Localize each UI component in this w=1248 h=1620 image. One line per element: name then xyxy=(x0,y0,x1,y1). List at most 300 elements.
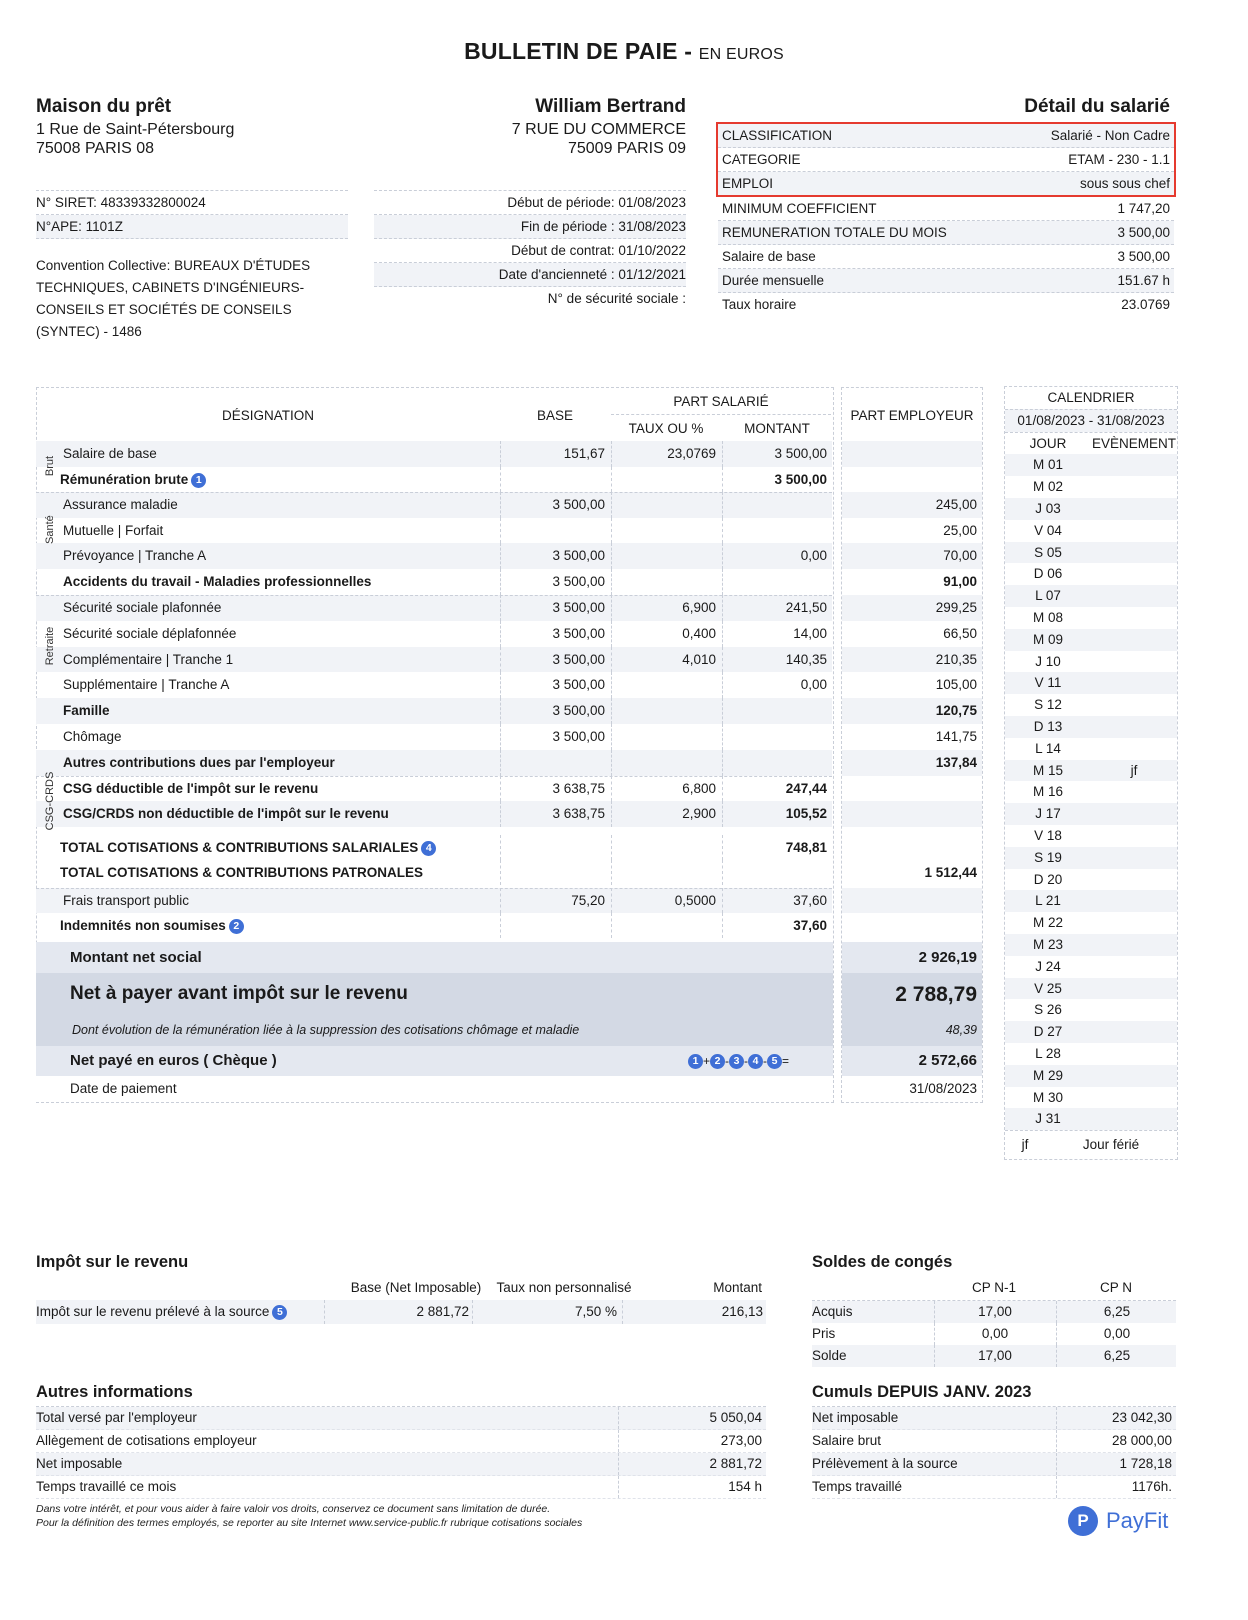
row-base: 3 638,75 xyxy=(552,780,605,796)
header-divider xyxy=(611,414,831,415)
employer-convention: Convention Collective: BUREAUX D'ÉTUDES TECHNIQUES, CABINETS D'INGÉNIEURS-CONSEILS ET SOCIÉTÉS DE CONSEILS (SYNTEC) - 1486 xyxy=(36,258,311,339)
legend-label: Jour férié xyxy=(1082,1137,1140,1153)
cumuls-label: Salaire brut xyxy=(812,1433,882,1448)
detail-value: 3 500,00 xyxy=(1117,225,1170,240)
debut-contrat: Début de contrat: 01/10/2022 xyxy=(374,239,686,263)
row-employeur: 70,00 xyxy=(943,548,977,564)
detail-value: Salarié - Non Cadre xyxy=(1050,128,1170,143)
cell-employeur xyxy=(842,595,982,621)
calendar xyxy=(1004,386,1178,1160)
page-title xyxy=(0,38,1248,65)
cell-employeur xyxy=(842,621,982,647)
cell-base xyxy=(500,621,610,647)
row-taux: 6,800 xyxy=(682,780,716,796)
cell-taux xyxy=(611,801,721,827)
net-paye-value: 2 572,66 xyxy=(918,1052,977,1069)
cell-designation xyxy=(36,750,500,776)
row-montant: 3 500,00 xyxy=(774,471,827,487)
conges-cp-n: 0,00 xyxy=(1056,1323,1177,1345)
cell-montant xyxy=(722,913,832,938)
calendar-day-event xyxy=(1091,542,1177,564)
calendar-day xyxy=(1005,672,1177,694)
autres-label: Temps travaillé ce mois xyxy=(36,1479,177,1494)
calendar-day-label: L 07 xyxy=(1035,588,1061,604)
row-montant: 3 500,00 xyxy=(774,446,827,461)
cell-base xyxy=(500,776,610,802)
cell-employeur xyxy=(842,543,982,569)
row-base: 3 500,00 xyxy=(552,651,605,667)
group-label-sante: Santé xyxy=(44,515,56,544)
date-anciennete: Date d'ancienneté : 01/12/2021 xyxy=(374,263,686,287)
cell-base xyxy=(500,750,610,776)
table-row xyxy=(36,801,984,827)
cell-montant xyxy=(722,621,832,647)
calendar-day xyxy=(1005,760,1177,782)
calendar-day-label: S 12 xyxy=(1034,697,1062,713)
badge-1: 1 xyxy=(688,1054,703,1069)
badge-1: 1 xyxy=(191,473,206,488)
detail-label: Salaire de base xyxy=(722,249,816,264)
employer-siret: N° SIRET: 48339332800024 xyxy=(36,190,348,215)
table-row xyxy=(36,441,984,467)
cell-taux xyxy=(611,543,721,569)
cell-base xyxy=(500,913,610,938)
cell-designation xyxy=(36,621,500,647)
row-label: Complémentaire | Tranche 1 xyxy=(63,651,234,667)
calendar-day-event xyxy=(1091,629,1177,651)
cell-montant xyxy=(722,698,832,724)
group-label-retraite: Retraite xyxy=(44,626,56,666)
cell-montant xyxy=(722,492,832,518)
row-label: Indemnités non soumises xyxy=(60,918,226,934)
autres-value: 273,00 xyxy=(618,1430,762,1452)
op-minus: - xyxy=(725,1054,730,1068)
autres-value: 5 050,04 xyxy=(618,1407,762,1429)
impot-col-montant: Montant xyxy=(713,1280,762,1295)
employee-address1: 7 RUE DU COMMERCE xyxy=(511,121,686,138)
cell-taux xyxy=(611,750,721,776)
cell-taux xyxy=(611,724,721,750)
calendar-day-event xyxy=(1091,1043,1177,1065)
conges-cp-n: 6,25 xyxy=(1056,1345,1177,1367)
cell-montant xyxy=(722,750,832,776)
net-block xyxy=(36,942,984,973)
dont-label: Dont évolution de la rémunération liée à la suppression des cotisations chômage et maladie xyxy=(72,1023,580,1037)
calendar-day xyxy=(1005,825,1177,847)
calendar-day-event xyxy=(1091,1065,1177,1087)
calendar-day-label: S 26 xyxy=(1034,1002,1062,1018)
calendar-day xyxy=(1005,454,1177,476)
cell-employeur xyxy=(842,569,982,595)
cell-designation xyxy=(36,835,500,860)
secu-number: N° de sécurité sociale : xyxy=(547,291,686,306)
row-label: Prévoyance | Tranche A xyxy=(63,548,207,564)
calendar-day-label: M 01 xyxy=(1032,457,1063,473)
calendar-col-jour: JOUR xyxy=(1029,435,1067,451)
cell-base xyxy=(500,647,610,673)
classification-box xyxy=(716,122,1176,197)
row-montant: 241,50 xyxy=(785,600,827,615)
calendar-day xyxy=(1005,1108,1177,1130)
detail-value: sous sous chef xyxy=(1079,176,1170,191)
row-employeur: 120,75 xyxy=(935,703,977,719)
row-base: 151,67 xyxy=(563,446,605,461)
conges-header xyxy=(812,1276,1176,1301)
payfit-logo-text: PayFit xyxy=(1106,1508,1169,1533)
row-divider xyxy=(36,492,832,493)
calendar-col-evenement: EVÈNEMENT xyxy=(1091,435,1176,451)
cell-designation xyxy=(36,698,500,724)
calendar-day-event xyxy=(1091,890,1177,912)
cell-montant xyxy=(722,888,832,913)
net-avant-value: 2 788,79 xyxy=(895,983,977,1006)
row-montant: 0,00 xyxy=(800,677,827,693)
calendar-day-label: M 29 xyxy=(1032,1067,1063,1083)
calendar-day-event xyxy=(1091,563,1177,585)
conges-cp-n: 6,25 xyxy=(1056,1301,1177,1323)
cell-employeur xyxy=(842,801,982,827)
calendar-day-label: M 15 xyxy=(1032,762,1063,778)
cell-taux xyxy=(611,860,721,885)
calendar-day-label: L 21 xyxy=(1035,893,1061,909)
calendar-day xyxy=(1005,520,1177,542)
cell-employeur xyxy=(842,698,982,724)
calendar-day-label: J 31 xyxy=(1035,1111,1061,1127)
cell-base xyxy=(500,860,610,885)
employer-address1: 1 Rue de Saint-Pétersbourg xyxy=(36,121,235,138)
cell-employeur xyxy=(842,888,982,913)
cell-designation xyxy=(36,860,500,885)
row-label: Accidents du travail - Maladies professionnelles xyxy=(63,574,372,590)
calendar-day-label: M 22 xyxy=(1032,915,1063,931)
impot-col-taux: Taux non personnalisé xyxy=(496,1280,632,1295)
employee-address2: 75009 PARIS 09 xyxy=(567,140,686,157)
calendar-day-event xyxy=(1091,934,1177,956)
cell-employeur xyxy=(842,492,982,518)
cumuls-label: Temps travaillé xyxy=(812,1479,903,1494)
autres-row xyxy=(36,1476,766,1499)
conges-row xyxy=(812,1345,1176,1367)
cumuls-value: 23 042,30 xyxy=(1056,1407,1172,1429)
calendar-day-label: D 27 xyxy=(1033,1024,1063,1040)
calendar-day xyxy=(1005,1021,1177,1043)
cell-designation xyxy=(36,913,500,938)
calendar-day-label: L 14 xyxy=(1035,740,1061,756)
calendar-day xyxy=(1005,629,1177,651)
table-row xyxy=(36,647,984,673)
cell-designation xyxy=(36,595,500,621)
calendar-day-event xyxy=(1091,956,1177,978)
impot-base: 2 881,72 xyxy=(324,1300,469,1324)
legend-code: jf xyxy=(1021,1137,1029,1153)
calendar-day-label: V 11 xyxy=(1034,675,1062,691)
dont-value: 48,39 xyxy=(945,1023,977,1037)
badge-4: 4 xyxy=(748,1054,763,1069)
net-block xyxy=(36,1076,984,1102)
calendar-day-event xyxy=(1091,1087,1177,1109)
cell-base xyxy=(500,595,610,621)
cell-base xyxy=(500,467,610,492)
row-montant: 748,81 xyxy=(785,840,827,856)
row-base: 3 500,00 xyxy=(552,574,605,590)
calendar-day xyxy=(1005,847,1177,869)
cell-montant xyxy=(722,672,832,698)
header-part-employeur: PART EMPLOYEUR xyxy=(850,408,974,423)
row-label: Assurance maladie xyxy=(63,496,178,512)
calendar-day-label: M 30 xyxy=(1032,1089,1063,1105)
row-label: Autres contributions dues par l'employeur xyxy=(63,754,335,770)
calendar-day-event xyxy=(1091,651,1177,673)
cumuls-title: Cumuls DEPUIS JANV. 2023 xyxy=(812,1383,1032,1401)
calendar-day-label: D 20 xyxy=(1033,871,1063,887)
detail-label: CLASSIFICATION xyxy=(722,128,833,143)
calendar-legend xyxy=(1005,1130,1177,1159)
cell-base xyxy=(500,888,610,913)
cumuls-value: 28 000,00 xyxy=(1056,1430,1172,1452)
row-label: TOTAL COTISATIONS & CONTRIBUTIONS SALARIALES xyxy=(60,840,419,856)
badge-2: 2 xyxy=(229,919,244,934)
cell-taux xyxy=(611,698,721,724)
cell-designation xyxy=(36,515,500,544)
row-montant: 37,60 xyxy=(793,893,827,909)
calendar-day-event xyxy=(1091,454,1177,476)
payfit-logo-icon: P xyxy=(1068,1506,1098,1536)
row-employeur: 91,00 xyxy=(943,574,977,590)
row-employeur: 210,35 xyxy=(935,651,977,667)
title-main: BULLETIN DE PAIE - xyxy=(464,38,693,64)
calendar-day-label: J 24 xyxy=(1035,958,1061,974)
calendar-day-event xyxy=(1091,825,1177,847)
calendar-day-label: S 19 xyxy=(1034,849,1062,865)
cell-designation xyxy=(36,672,500,698)
cell-montant xyxy=(722,595,832,621)
cell-employeur xyxy=(842,647,982,673)
calendar-day-label: M 08 xyxy=(1032,609,1063,625)
row-montant: 247,44 xyxy=(785,780,827,796)
calendar-day-label: M 09 xyxy=(1032,631,1063,647)
row-employeur: 245,00 xyxy=(935,496,977,512)
cell-montant xyxy=(722,860,832,885)
cumuls-value: 1176h. xyxy=(1056,1476,1172,1498)
calendar-period-text: 01/08/2023 - 31/08/2023 xyxy=(1017,412,1165,428)
fin-periode: Fin de période : 31/08/2023 xyxy=(374,215,686,239)
cell-employeur xyxy=(842,724,982,750)
row-taux: 0,400 xyxy=(682,625,716,641)
calendar-day-label: V 25 xyxy=(1034,980,1062,996)
group-label-csg: CSG-CRDS xyxy=(44,771,56,831)
cell-base xyxy=(500,543,610,569)
cell-employeur xyxy=(842,672,982,698)
row-label: Salaire de base xyxy=(63,446,157,461)
employee-name: William Bertrand xyxy=(535,96,686,117)
detail-label: Durée mensuelle xyxy=(722,273,825,288)
table-row xyxy=(36,672,984,698)
row-montant: 0,00 xyxy=(800,548,827,564)
row-label: CSG déductible de l'impôt sur le revenu xyxy=(63,780,319,796)
calendar-day xyxy=(1005,607,1177,629)
cumuls-table xyxy=(812,1406,1176,1499)
cell-montant xyxy=(722,724,832,750)
autres-value: 2 881,72 xyxy=(618,1453,762,1475)
net-block xyxy=(36,973,984,1046)
badge-4: 4 xyxy=(421,841,436,856)
calendar-day xyxy=(1005,738,1177,760)
table-row xyxy=(36,515,984,544)
calendar-day-event xyxy=(1091,847,1177,869)
calendar-day-event xyxy=(1091,672,1177,694)
cell-taux xyxy=(611,595,721,621)
cell-base xyxy=(500,672,610,698)
conges-col2: CP N xyxy=(1099,1280,1132,1295)
op-minus: - xyxy=(763,1054,768,1068)
badge-5: 5 xyxy=(767,1054,782,1069)
calendar-day xyxy=(1005,999,1177,1021)
calendar-day xyxy=(1005,1087,1177,1109)
calendar-day-label: S 05 xyxy=(1034,544,1062,560)
cell-employeur xyxy=(842,750,982,776)
calendar-day-event xyxy=(1091,498,1177,520)
calendar-day xyxy=(1005,563,1177,585)
employer-block xyxy=(36,96,356,158)
op-plus: + xyxy=(703,1054,711,1068)
cell-base xyxy=(500,569,610,595)
calendar-period xyxy=(1005,409,1177,432)
title-sub: EN EUROS xyxy=(698,46,784,63)
calendar-day xyxy=(1005,716,1177,738)
row-base: 3 500,00 xyxy=(552,496,605,512)
cell-taux xyxy=(611,467,721,492)
row-label: TOTAL COTISATIONS & CONTRIBUTIONS PATRONALES xyxy=(60,865,423,881)
calendar-day-event xyxy=(1091,738,1177,760)
calendar-day-label: D 13 xyxy=(1033,718,1063,734)
detail-value: 151.67 h xyxy=(1117,273,1170,288)
row-taux: 0,5000 xyxy=(674,893,716,909)
cell-montant xyxy=(722,647,832,673)
calendar-day-event: jf xyxy=(1130,762,1138,778)
cell-designation xyxy=(36,647,500,673)
cell-designation xyxy=(36,776,500,802)
calendar-title-text: CALENDRIER xyxy=(1047,390,1135,405)
table-row xyxy=(36,776,984,802)
conges-label: Solde xyxy=(812,1348,847,1363)
table-row xyxy=(36,913,984,938)
calendar-day-label: M 02 xyxy=(1032,479,1063,495)
cell-employeur xyxy=(842,835,982,860)
cumuls-value: 1 728,18 xyxy=(1056,1453,1172,1475)
net-social-label: Montant net social xyxy=(70,949,202,966)
cell-montant xyxy=(722,518,832,544)
cell-montant xyxy=(722,467,832,492)
calendar-day-event xyxy=(1091,520,1177,542)
row-label: Frais transport public xyxy=(63,893,190,909)
detail-value: 23.0769 xyxy=(1121,297,1170,312)
row-label: Sécurité sociale déplafonnée xyxy=(63,625,237,641)
group-label-brut: Brut xyxy=(44,455,56,477)
header-part-salarie: PART SALARIÉ xyxy=(673,394,769,409)
date-paiement-value: 31/08/2023 xyxy=(909,1081,977,1096)
calendar-day-event xyxy=(1091,607,1177,629)
row-base: 3 500,00 xyxy=(552,625,605,641)
calendar-day-event xyxy=(1091,585,1177,607)
footer-line2: Pour la définition des termes employés, se reporter au site Internet www.service-public.fr rubrique cotisations sociales xyxy=(36,1517,583,1529)
row-label: Mutuelle | Forfait xyxy=(63,522,164,538)
impot-header xyxy=(36,1276,766,1301)
calendar-header xyxy=(1005,432,1177,455)
net-paye-label: Net payé en euros ( Chèque ) xyxy=(70,1052,277,1069)
cell-designation xyxy=(36,441,500,467)
cell-designation xyxy=(36,492,500,518)
autres-label: Allègement de cotisations employeur xyxy=(36,1433,257,1448)
cell-taux xyxy=(611,492,721,518)
calendar-day xyxy=(1005,781,1177,803)
calendar-day-event xyxy=(1091,869,1177,891)
calendar-day-event xyxy=(1091,978,1177,1000)
cell-employeur xyxy=(842,467,982,492)
row-divider xyxy=(36,595,832,596)
impot-taux: 7,50 % xyxy=(472,1300,617,1324)
employer-name: Maison du prêt xyxy=(36,96,172,117)
table-row xyxy=(36,860,984,885)
cumuls-row xyxy=(812,1430,1176,1453)
cell-employeur xyxy=(842,441,982,467)
calendar-day xyxy=(1005,912,1177,934)
row-label: Rémunération brute xyxy=(60,471,189,487)
conges-cp-n1: 0,00 xyxy=(934,1323,1055,1345)
cell-employeur xyxy=(842,776,982,802)
calendar-day-label: J 17 xyxy=(1035,806,1061,822)
header-taux: TAUX OU % xyxy=(628,421,704,436)
row-montant: 14,00 xyxy=(793,625,827,641)
op-equals: = xyxy=(782,1054,790,1068)
cell-designation xyxy=(36,569,500,595)
conges-row xyxy=(812,1301,1176,1323)
calendar-day-label: L 28 xyxy=(1035,1045,1061,1061)
cell-base xyxy=(500,518,610,544)
table-row xyxy=(36,724,984,750)
autres-title: Autres informations xyxy=(36,1383,193,1401)
employee-block xyxy=(372,96,686,158)
conges-cp-n1: 17,00 xyxy=(934,1345,1055,1367)
cell-base xyxy=(500,441,610,467)
calendar-day xyxy=(1005,498,1177,520)
calendar-day-label: V 18 xyxy=(1034,827,1062,843)
row-base: 3 500,00 xyxy=(552,703,605,719)
cell-montant xyxy=(722,569,832,595)
net-paye-formula xyxy=(688,1046,789,1076)
calendar-day xyxy=(1005,978,1177,1000)
table-row xyxy=(36,621,984,647)
table-row xyxy=(36,467,984,492)
calendar-day-event xyxy=(1091,1108,1177,1130)
calendar-day-event xyxy=(1091,1021,1177,1043)
row-employeur: 137,84 xyxy=(935,754,977,770)
header-designation: DÉSIGNATION xyxy=(221,408,314,423)
impot-row-label-text: Impôt sur le revenu prélevé à la source xyxy=(36,1304,270,1319)
cell-base xyxy=(500,835,610,860)
row-base: 3 500,00 xyxy=(552,729,605,744)
cell-montant xyxy=(722,441,832,467)
net-block xyxy=(36,1046,984,1076)
cell-montant xyxy=(722,835,832,860)
cell-base xyxy=(500,801,610,827)
row-taux: 4,010 xyxy=(682,651,716,667)
cell-employeur xyxy=(842,860,982,885)
cell-designation xyxy=(36,724,500,750)
table-row xyxy=(36,492,984,518)
cell-designation xyxy=(36,888,500,913)
cell-base xyxy=(500,492,610,518)
cell-taux xyxy=(611,621,721,647)
